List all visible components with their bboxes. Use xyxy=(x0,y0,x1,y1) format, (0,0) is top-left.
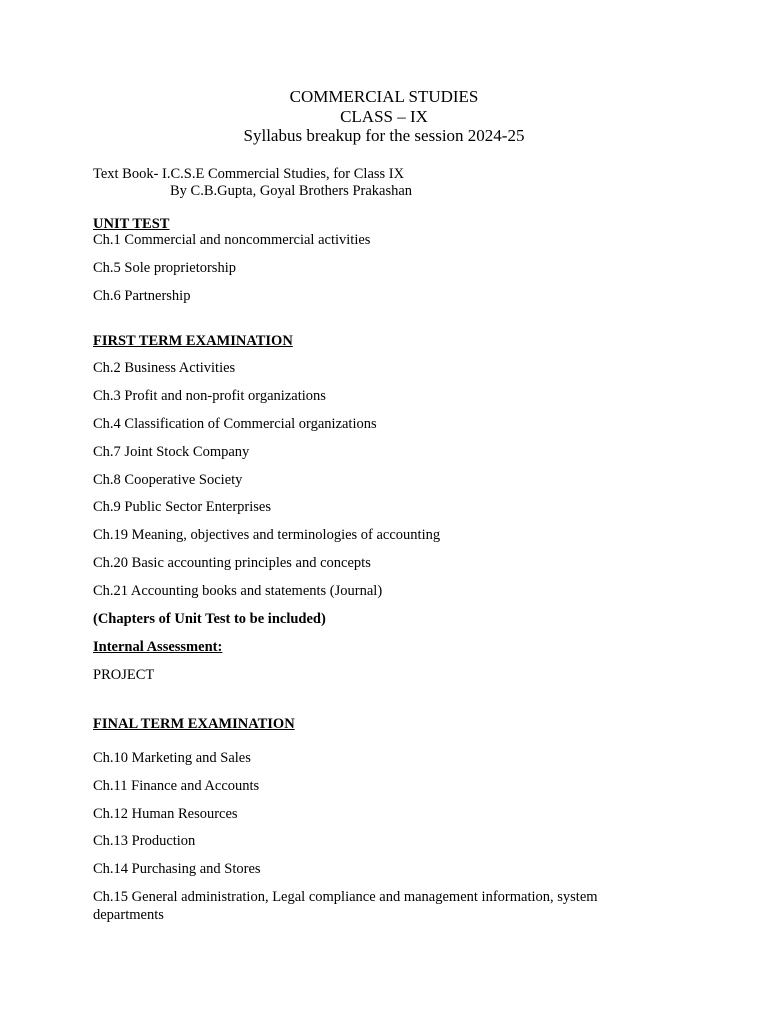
final-term-chapter: Ch.10 Marketing and Sales xyxy=(93,750,251,766)
final-term-chapter: Ch.13 Production xyxy=(93,833,196,849)
first-term-chapter: Ch.7 Joint Stock Company xyxy=(93,444,250,460)
first-term-chapter: Ch.4 Classification of Commercial organizations xyxy=(93,416,377,432)
first-term-heading: FIRST TERM EXAMINATION xyxy=(93,333,293,349)
unit-test-chapter: Ch.5 Sole proprietorship xyxy=(93,260,236,276)
unit-test-chapter: Ch.1 Commercial and noncommercial activities xyxy=(93,232,371,248)
subject-title: COMMERCIAL STUDIES xyxy=(289,87,479,106)
internal-assessment-heading: Internal Assessment: xyxy=(93,639,223,655)
final-term-chapter: Ch.14 Purchasing and Stores xyxy=(93,861,261,877)
unit-test-chapter: Ch.6 Partnership xyxy=(93,288,191,304)
first-term-chapter: Ch.19 Meaning, objectives and terminologies of accounting xyxy=(93,527,441,543)
first-term-chapter: Ch.9 Public Sector Enterprises xyxy=(93,499,272,515)
class-title: CLASS – IX xyxy=(340,106,428,126)
final-term-heading: FINAL TERM EXAMINATION xyxy=(93,716,295,732)
first-term-chapter: Ch.2 Business Activities xyxy=(93,360,236,376)
unit-test-heading: UNIT TEST xyxy=(93,216,170,232)
unit-test-inclusion-note: (Chapters of Unit Test to be included) xyxy=(93,611,326,627)
session-title: Syllabus breakup for the session 2024-25 xyxy=(243,126,525,145)
textbook-info xyxy=(93,166,412,200)
textbook-author: By C.B.Gupta, Goyal Brothers Prakashan xyxy=(170,183,413,199)
first-term-chapter: Ch.21 Accounting books and statements (Journal) xyxy=(93,583,383,599)
final-term-chapter: Ch.12 Human Resources xyxy=(93,806,238,822)
first-term-chapter: Ch.20 Basic accounting principles and concepts xyxy=(93,555,371,571)
internal-assessment-value: PROJECT xyxy=(93,667,155,683)
first-term-chapter: Ch.3 Profit and non-profit organizations xyxy=(93,388,326,404)
first-term-chapter: Ch.8 Cooperative Society xyxy=(93,472,243,488)
final-term-chapter: Ch.15 General administration, Legal compliance and management information, system departments xyxy=(93,889,598,923)
final-term-chapter: Ch.11 Finance and Accounts xyxy=(93,778,260,794)
textbook-title: Text Book- I.C.S.E Commercial Studies, for Class IX xyxy=(93,166,405,182)
document-header xyxy=(0,87,768,146)
